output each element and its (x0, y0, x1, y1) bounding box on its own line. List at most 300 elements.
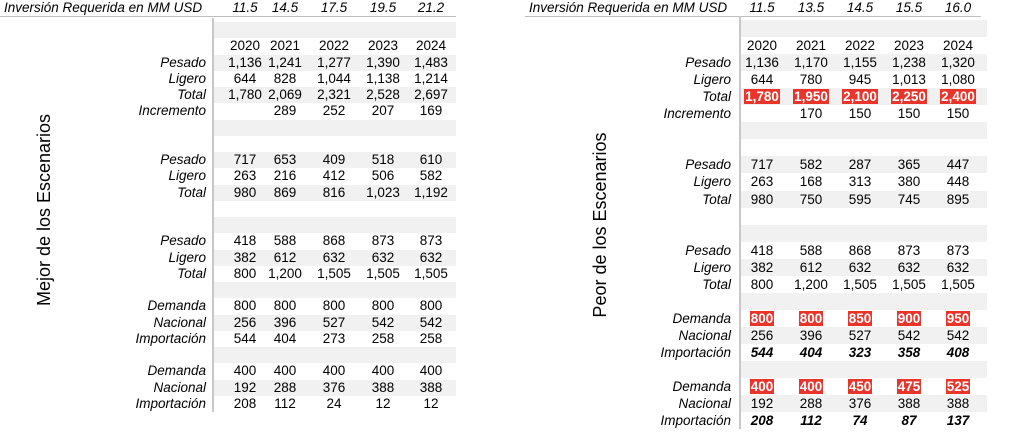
table-cell (407, 185, 455, 201)
cell-value: 1,080 (941, 72, 975, 88)
table-row (0, 315, 480, 331)
cell-value: 2,069 (268, 87, 302, 102)
cell-value: 582 (799, 157, 823, 173)
cell-value: 780 (799, 72, 823, 88)
row-label: Nacional (153, 314, 206, 330)
cell-value: 506 (371, 168, 395, 184)
table-cell (310, 347, 358, 363)
table-row (525, 71, 1005, 88)
table-row (525, 395, 1005, 412)
cell-value: 2,100 (843, 89, 877, 105)
table-row (525, 344, 1005, 361)
table-cell (359, 201, 407, 217)
row-label: Incremento (138, 103, 206, 119)
cell-value: 527 (322, 314, 346, 330)
cell-value: 945 (848, 72, 872, 88)
table-cell (359, 331, 407, 347)
table-row (525, 293, 1005, 310)
cell-value: 1,155 (843, 55, 877, 71)
table-row (0, 233, 480, 249)
table-cell (310, 152, 358, 168)
cell-value: 1,320 (941, 55, 975, 71)
cell-value: 388 (419, 379, 443, 395)
cell-value: 1,950 (794, 89, 828, 105)
table-cell (407, 217, 455, 233)
cell-value: 869 (273, 184, 297, 200)
row-label: Pesado (685, 157, 731, 173)
table-cell (787, 310, 835, 327)
cell-value: 400 (750, 379, 774, 395)
table-row (525, 327, 1005, 344)
cell-value: 750 (799, 191, 823, 207)
table-cell (836, 37, 884, 54)
cell-value: 800 (419, 298, 443, 314)
cell-value: 447 (946, 157, 970, 173)
table-cell (836, 242, 884, 259)
cell-value: 800 (750, 310, 774, 326)
cell-value: 208 (233, 395, 257, 411)
cell-value: 382 (750, 259, 774, 275)
cell-value: 208 (750, 413, 774, 429)
cell-value: 396 (799, 327, 823, 343)
row-label: Demanda (672, 310, 731, 326)
table-cell (359, 380, 407, 396)
cell-value: 273 (322, 330, 346, 346)
table-row (0, 250, 480, 266)
table-cell (738, 191, 786, 208)
cell-value: 112 (274, 395, 296, 411)
cell-value: 258 (371, 330, 395, 346)
table-cell (787, 173, 835, 190)
table-cell (407, 55, 455, 71)
table-cell (738, 276, 786, 293)
cell-value: 323 (848, 344, 872, 360)
table-cell (310, 331, 358, 347)
table-cell (407, 120, 455, 136)
cell-value: 450 (848, 379, 872, 395)
table-cell (934, 122, 982, 139)
table-cell (787, 259, 835, 276)
cell-value: 542 (371, 314, 395, 330)
table-cell (310, 250, 358, 266)
cell-value: 816 (322, 184, 346, 200)
cell-value: 2020 (229, 38, 261, 54)
table-row (0, 22, 480, 38)
table-row (0, 380, 480, 396)
table-cell (310, 38, 358, 54)
cell-value: 1,505 (843, 276, 877, 292)
table-row (0, 266, 480, 282)
table-cell (738, 344, 786, 361)
cell-value: 1,044 (317, 70, 351, 86)
table-row (0, 282, 480, 298)
cell-value: 1,241 (268, 54, 302, 70)
table-cell (885, 344, 933, 361)
table-cell (407, 282, 455, 298)
cell-value: 258 (419, 330, 443, 346)
table-cell (738, 310, 786, 327)
row-label: Incremento (663, 106, 731, 122)
table-row (0, 168, 480, 184)
cell-value: 2023 (893, 38, 925, 54)
table-cell (261, 266, 309, 282)
table-cell (787, 37, 835, 54)
table-row (525, 105, 1005, 122)
table-cell (787, 412, 835, 429)
table-cell (359, 38, 407, 54)
table-cell (934, 208, 982, 225)
table-cell (738, 105, 786, 122)
cell-value: 396 (273, 314, 297, 330)
cell-value: 2020 (746, 38, 778, 54)
cell-value: 170 (799, 106, 823, 122)
cell-value: 800 (322, 298, 346, 314)
cell-value: 400 (322, 363, 346, 379)
table-cell (885, 173, 933, 190)
best-scenario-panel (0, 0, 480, 448)
table-cell (359, 71, 407, 87)
table-cell (738, 378, 786, 395)
table-cell (934, 37, 982, 54)
cell-value: 800 (750, 276, 774, 292)
cell-value: 828 (273, 70, 297, 86)
table-cell (261, 136, 309, 152)
cell-value: 400 (233, 363, 257, 379)
cell-value: 287 (848, 157, 872, 173)
cell-value: 2022 (844, 38, 876, 54)
table-cell (359, 266, 407, 282)
table-cell (261, 55, 309, 71)
table-cell (836, 344, 884, 361)
table-cell (885, 412, 933, 429)
table-row (525, 54, 1005, 71)
table-cell (407, 233, 455, 249)
table-row (525, 378, 1005, 395)
table-cell (885, 105, 933, 122)
cell-value: 1,238 (892, 55, 926, 71)
table-cell (836, 173, 884, 190)
column-divider (212, 18, 214, 412)
table-cell (836, 122, 884, 139)
table-row (525, 412, 1005, 429)
cell-value: 1,200 (268, 265, 302, 281)
table-cell (407, 22, 455, 38)
cell-value: 112 (800, 413, 822, 429)
table-cell (934, 54, 982, 71)
row-label: Importación (660, 344, 731, 360)
cell-value: 388 (946, 396, 970, 412)
table-cell (934, 191, 982, 208)
table-cell (836, 327, 884, 344)
cell-value: 632 (848, 259, 872, 275)
cell-value: 632 (322, 249, 346, 265)
cell-value: 408 (946, 344, 970, 360)
table-cell (261, 331, 309, 347)
table-cell (738, 208, 786, 225)
table-cell (787, 378, 835, 395)
table-cell (261, 347, 309, 363)
table-row (0, 396, 480, 412)
cell-value: 409 (322, 152, 346, 167)
table-cell (738, 361, 786, 378)
table-cell (407, 250, 455, 266)
cell-value: 376 (322, 379, 346, 395)
cell-value: 873 (946, 242, 970, 258)
investment-value: 14.5 (271, 0, 299, 15)
table-cell (934, 395, 982, 412)
table-cell (738, 88, 786, 105)
table-cell (934, 293, 982, 310)
table-cell (934, 378, 982, 395)
table-cell (934, 88, 982, 105)
cell-value: 1,013 (892, 72, 926, 88)
table-row (0, 331, 480, 347)
row-label: Pesado (160, 233, 206, 249)
investment-value: 13.5 (797, 0, 825, 15)
cell-value: 2024 (942, 38, 974, 54)
table-row (525, 310, 1005, 327)
table-cell (787, 242, 835, 259)
table-cell (407, 298, 455, 314)
row-label: Total (177, 87, 206, 102)
table-cell (787, 156, 835, 173)
table-cell (310, 363, 358, 379)
cell-value: 950 (946, 310, 970, 326)
cell-value: 1,505 (366, 265, 400, 281)
cell-value: 588 (799, 242, 823, 258)
cell-value: 150 (897, 106, 921, 122)
table-cell (261, 87, 309, 103)
table-cell (934, 361, 982, 378)
table-cell (359, 363, 407, 379)
cell-value: 150 (848, 106, 872, 122)
table-cell (407, 152, 455, 168)
table-cell (407, 331, 455, 347)
column-divider (739, 16, 741, 429)
table-row (0, 136, 480, 152)
cell-value: 192 (750, 396, 774, 412)
table-cell (359, 250, 407, 266)
table-cell (261, 363, 309, 379)
cell-value: 542 (897, 327, 921, 343)
table-cell (885, 156, 933, 173)
table-cell (407, 38, 455, 54)
cell-value: 2,697 (414, 87, 448, 102)
table-cell (885, 293, 933, 310)
row-label: Pesado (685, 242, 731, 258)
cell-value: 850 (848, 310, 872, 326)
investment-value: 14.5 (846, 0, 874, 15)
table-row (0, 87, 480, 103)
table-cell (407, 136, 455, 152)
scenario-label: Mejor de los Escenarios (34, 113, 54, 307)
row-label: Importación (135, 395, 206, 411)
table-cell (310, 120, 358, 136)
cell-value: 1,136 (228, 54, 262, 70)
cell-value: 632 (371, 249, 395, 265)
row-label: Nacional (678, 396, 731, 412)
cell-value: 610 (419, 152, 443, 167)
cell-value: 1,214 (414, 70, 448, 86)
table-cell (738, 122, 786, 139)
table-cell (934, 242, 982, 259)
scenario-label: Peor de los Escenarios (590, 132, 610, 318)
cell-value: 1,277 (317, 54, 351, 70)
investment-value: 17.5 (320, 0, 348, 15)
cell-value: 448 (946, 174, 970, 190)
table-cell (261, 282, 309, 298)
cell-value: 868 (322, 233, 346, 249)
investment-header (525, 0, 981, 17)
cell-value: 12 (375, 395, 391, 411)
cell-value: 400 (419, 363, 443, 379)
cell-value: 169 (419, 103, 443, 119)
table-row (0, 363, 480, 379)
table-cell (261, 168, 309, 184)
table-cell (738, 327, 786, 344)
cell-value: 873 (371, 233, 395, 249)
cell-value: 1,505 (414, 265, 448, 281)
table-cell (836, 361, 884, 378)
cell-value: 632 (897, 259, 921, 275)
table-cell (787, 293, 835, 310)
row-label: Pesado (160, 54, 206, 70)
table-cell (836, 259, 884, 276)
table-cell (407, 347, 455, 363)
cell-value: 289 (273, 103, 297, 119)
investment-value: 19.5 (369, 0, 397, 15)
row-label: Total (702, 191, 731, 207)
table-cell (310, 22, 358, 38)
cell-value: 1,170 (794, 55, 828, 71)
cell-value: 2,321 (317, 87, 351, 102)
table-cell (261, 71, 309, 87)
table-cell (407, 87, 455, 103)
table-cell (934, 344, 982, 361)
cell-value: 400 (371, 363, 395, 379)
table-cell (836, 412, 884, 429)
table-cell (787, 54, 835, 71)
table-cell (359, 103, 407, 119)
cell-value: 2021 (269, 38, 301, 54)
table-cell (885, 88, 933, 105)
cell-value: 900 (897, 310, 921, 326)
cell-value: 518 (371, 152, 395, 167)
cell-value: 358 (897, 344, 921, 360)
table-cell (359, 55, 407, 71)
table-row (0, 120, 480, 136)
table-cell (310, 233, 358, 249)
table-row (525, 259, 1005, 276)
table-cell (261, 298, 309, 314)
cell-value: 632 (419, 249, 443, 265)
cell-value: 74 (852, 413, 868, 429)
table-cell (407, 266, 455, 282)
table-cell (885, 20, 933, 37)
table-cell (261, 22, 309, 38)
table-row (525, 361, 1005, 378)
row-label: Demanda (147, 363, 206, 379)
cell-value: 1,505 (892, 276, 926, 292)
cell-value: 544 (233, 330, 257, 346)
cell-value: 87 (901, 413, 917, 429)
table-cell (261, 103, 309, 119)
cell-value: 2,400 (941, 89, 975, 105)
table-row (525, 88, 1005, 105)
cell-value: 380 (897, 174, 921, 190)
table-cell (885, 225, 933, 242)
table-cell (885, 71, 933, 88)
table-cell (738, 412, 786, 429)
table-row (525, 37, 1005, 54)
cell-value: 2023 (367, 38, 399, 54)
row-label: Ligero (693, 72, 731, 88)
table-cell (359, 396, 407, 412)
cell-value: 24 (326, 395, 342, 411)
cell-value: 1,483 (414, 54, 448, 70)
table-cell (359, 315, 407, 331)
row-label: Total (702, 276, 731, 292)
cell-value: 2022 (318, 38, 350, 54)
row-label: Ligero (168, 70, 206, 86)
cell-value: 150 (946, 106, 970, 122)
table-row (0, 71, 480, 87)
row-label: Ligero (693, 174, 731, 190)
table-cell (934, 259, 982, 276)
table-cell (407, 363, 455, 379)
row-label: Pesado (685, 55, 731, 71)
cell-value: 418 (233, 233, 257, 249)
table-cell (934, 71, 982, 88)
table-cell (885, 378, 933, 395)
cell-value: 404 (273, 330, 297, 346)
table-cell (407, 168, 455, 184)
table-cell (787, 191, 835, 208)
cell-value: 800 (371, 298, 395, 314)
table-cell (310, 298, 358, 314)
cell-value: 800 (233, 265, 257, 281)
table-cell (885, 361, 933, 378)
cell-value: 418 (750, 242, 774, 258)
table-row (0, 217, 480, 233)
cell-value: 2021 (795, 38, 827, 54)
cell-value: 400 (799, 379, 823, 395)
table-cell (359, 120, 407, 136)
cell-value: 542 (946, 327, 970, 343)
table-cell (359, 185, 407, 201)
cell-value: 192 (233, 379, 257, 395)
table-cell (359, 87, 407, 103)
cell-value: 1,505 (317, 265, 351, 281)
cell-value: 1,023 (366, 184, 400, 200)
table-cell (738, 293, 786, 310)
investment-value: 11.5 (232, 0, 258, 15)
table-cell (738, 54, 786, 71)
cell-value: 400 (273, 363, 297, 379)
table-row (525, 225, 1005, 242)
cell-value: 388 (371, 379, 395, 395)
cell-value: 980 (750, 191, 774, 207)
cell-value: 632 (946, 259, 970, 275)
table-cell (310, 55, 358, 71)
cell-value: 412 (322, 168, 346, 184)
table-cell (407, 396, 455, 412)
table-cell (261, 201, 309, 217)
table-cell (359, 22, 407, 38)
table-cell (787, 276, 835, 293)
table-row (0, 201, 480, 217)
table-cell (885, 191, 933, 208)
